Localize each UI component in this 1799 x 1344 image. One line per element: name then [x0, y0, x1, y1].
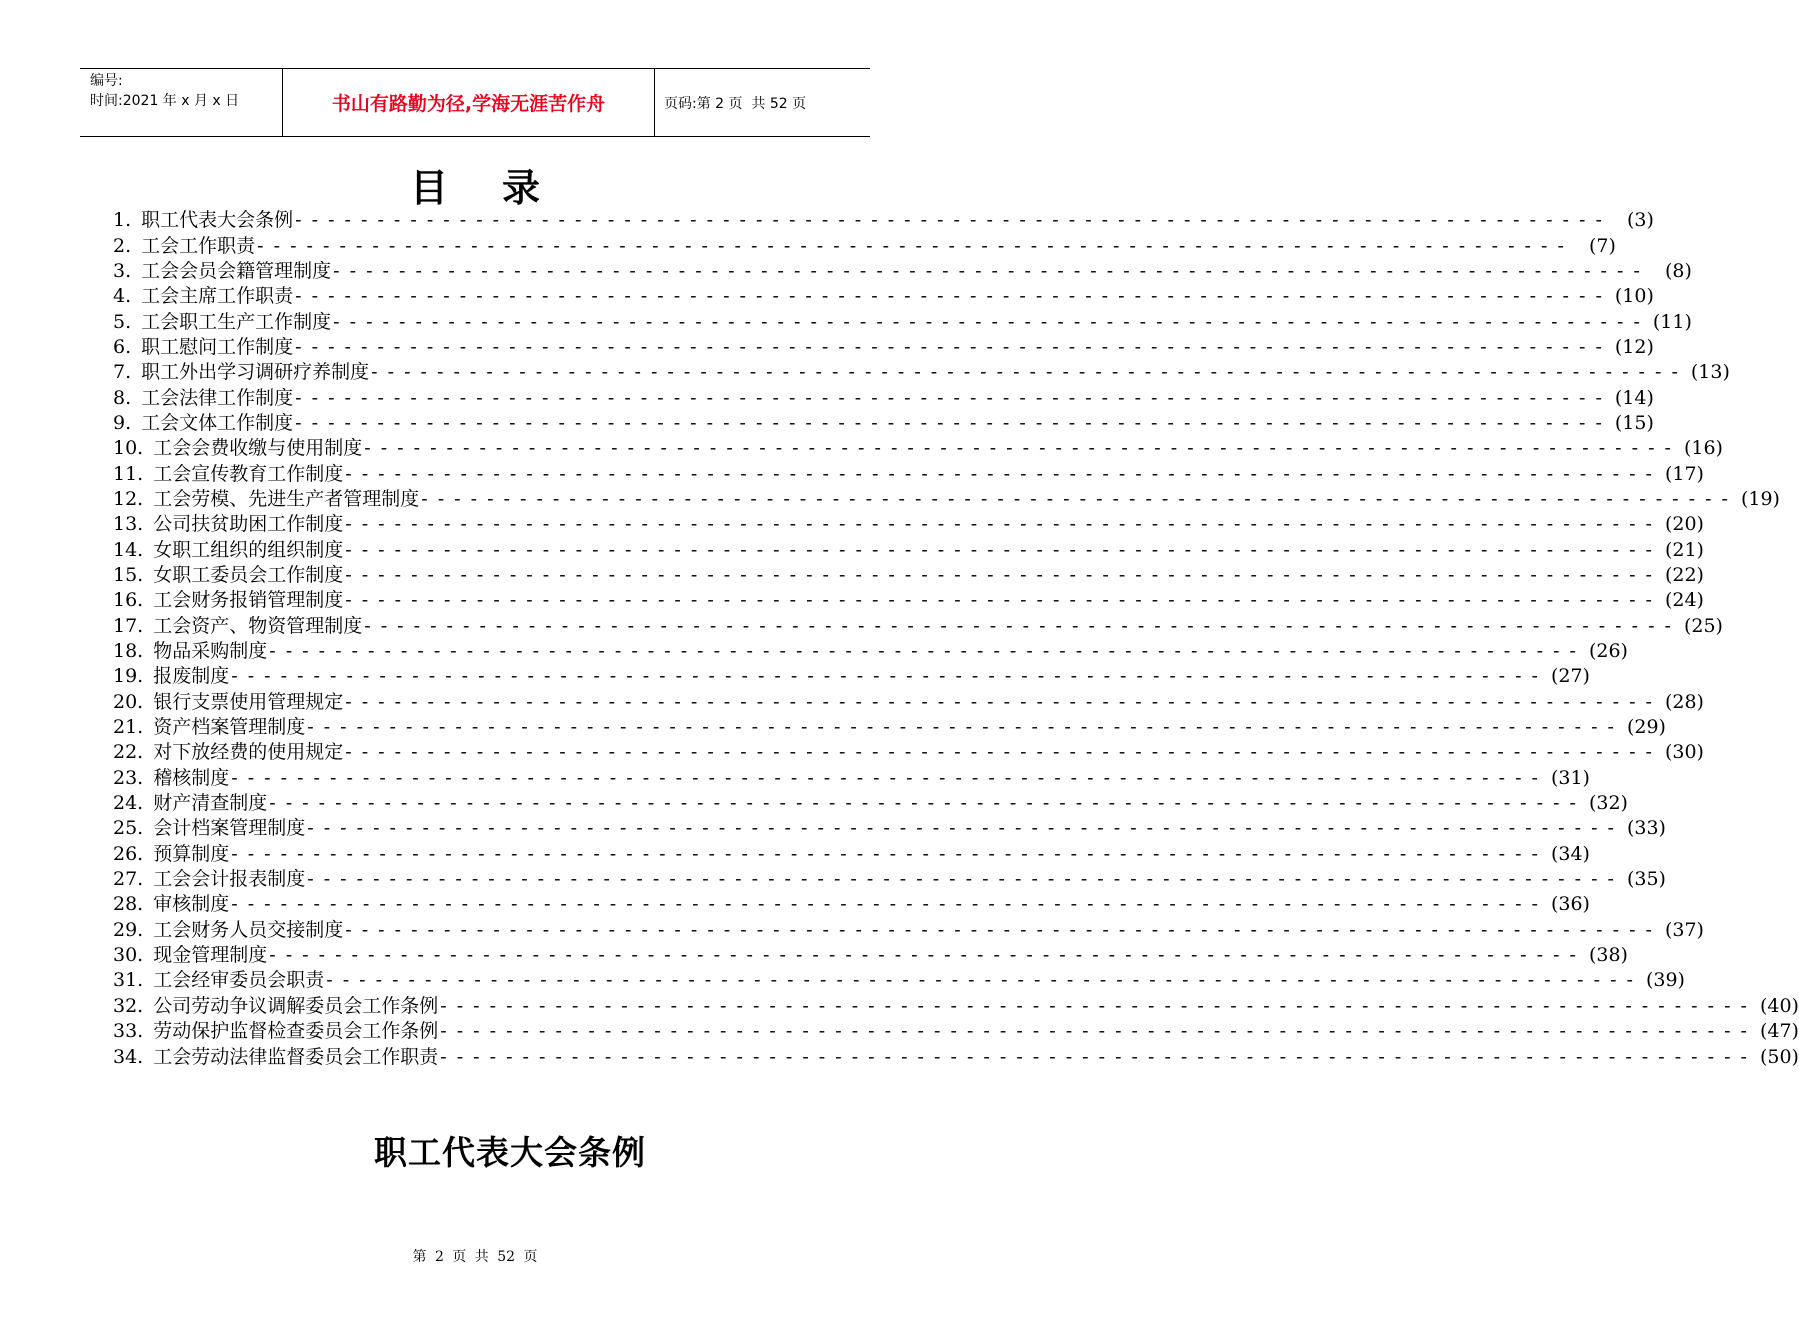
toc-item[interactable] — [113, 1019, 1799, 1044]
toc-item-title: 职工外出学习调研疗养制度 — [141, 361, 370, 384]
toc-item-number: 26. — [113, 842, 144, 865]
toc-item-title: 资产档案管理制度 — [153, 716, 306, 739]
toc-item[interactable] — [113, 639, 1628, 664]
toc-item[interactable] — [113, 360, 1730, 385]
toc-dot-leader: - - - - - - - - - - - - - - - - - - - - - - - - - - - - - - - - - - - - - - - - - - - - - - - - - - - - - - - - - - - - - - - - - - - - - - - - - - - - - - - - — [295, 386, 1604, 409]
toc-item[interactable] — [113, 740, 1704, 765]
toc-item-page: (22) — [1664, 563, 1704, 586]
toc-item-title: 审核制度 — [153, 893, 230, 916]
table-of-contents — [113, 208, 1799, 1070]
toc-item-number: 8. — [113, 386, 132, 409]
header-page-info: 页码:第 2 页 共 52 页 — [664, 95, 807, 112]
toc-dot-leader: - - - - - - - - - - - - - - - - - - - - - - - - - - - - - - - - - - - - - - - - - - - - - - - - - - - - - - - - - - - - - - - - - - - - - - - - - - - - - - - - — [257, 234, 1566, 257]
header-meta — [80, 69, 282, 136]
toc-item-title: 工会财务报销管理制度 — [153, 589, 344, 612]
toc-item-title: 职工慰问工作制度 — [141, 335, 294, 358]
toc-item[interactable] — [113, 994, 1799, 1019]
toc-item-number: 34. — [113, 1045, 144, 1068]
toc-item-page: (30) — [1664, 741, 1704, 764]
toc-item-title: 工会文体工作制度 — [141, 411, 294, 434]
toc-item-page: (24) — [1664, 589, 1704, 612]
toc-item[interactable] — [113, 1044, 1799, 1069]
toc-item-number: 17. — [113, 614, 144, 637]
toc-item-page: (36) — [1550, 893, 1590, 916]
toc-item-page: (37) — [1664, 918, 1704, 941]
toc-item-page: (16) — [1683, 437, 1723, 460]
toc-item[interactable] — [113, 259, 1692, 284]
toc-item-title: 工会劳动法律监督委员会工作职责 — [153, 1045, 439, 1068]
toc-item-number: 11. — [113, 462, 144, 485]
toc-dot-leader: - - - - - - - - - - - - - - - - - - - - - - - - - - - - - - - - - - - - - - - - - - - - - - - - - - - - - - - - - - - - - - - - - - - - - - - - - - - - - - - - — [295, 285, 1604, 308]
toc-item-number: 9. — [113, 411, 132, 434]
page-header — [80, 68, 870, 137]
toc-item[interactable] — [113, 690, 1704, 715]
toc-item-title: 预算制度 — [153, 842, 230, 865]
toc-item-title: 工会法律工作制度 — [141, 386, 294, 409]
toc-item-number: 29. — [113, 918, 144, 941]
toc-item-number: 22. — [113, 741, 144, 764]
toc-dot-leader: - - - - - - - - - - - - - - - - - - - - - - - - - - - - - - - - - - - - - - - - - - - - - - - - - - - - - - - - - - - - - - - - - - - - - - - - - - - - - - - - — [440, 1020, 1749, 1043]
toc-item-number: 6. — [113, 335, 132, 358]
toc-item-number: 33. — [113, 1020, 144, 1043]
document-time-label: 时间:2021 年 x 月 x 日 — [90, 93, 240, 109]
toc-item[interactable] — [113, 816, 1666, 841]
toc-dot-leader: - - - - - - - - - - - - - - - - - - - - - - - - - - - - - - - - - - - - - - - - - - - - - - - - - - - - - - - - - - - - - - - - - - - - - - - - - - - - - - - - — [333, 259, 1642, 282]
toc-item-page: (3) — [1626, 209, 1654, 232]
toc-item-page: (10) — [1614, 285, 1654, 308]
section-title: 职工代表大会条例 — [374, 1133, 646, 1172]
toc-dot-leader: - - - - - - - - - - - - - - - - - - - - - - - - - - - - - - - - - - - - - - - - - - - - - - - - - - - - - - - - - - - - - - - - - - - - - - - - - - - - - - - - — [345, 690, 1654, 713]
toc-item-title: 稽核制度 — [153, 766, 230, 789]
toc-item-page: (26) — [1588, 640, 1628, 663]
toc-item-number: 14. — [113, 538, 144, 561]
toc-item-number: 7. — [113, 361, 132, 384]
toc-item-number: 27. — [113, 868, 144, 891]
toc-item[interactable] — [113, 842, 1590, 867]
toc-title: 目录 — [409, 166, 594, 210]
toc-dot-leader: - - - - - - - - - - - - - - - - - - - - - - - - - - - - - - - - - - - - - - - - - - - - - - - - - - - - - - - - - - - - - - - - - - - - - - - - - - - - - - - - — [231, 665, 1540, 688]
toc-item-number: 2. — [113, 234, 132, 257]
toc-item-page: (40) — [1759, 994, 1799, 1017]
toc-item-number: 21. — [113, 716, 144, 739]
toc-item-number: 4. — [113, 285, 132, 308]
toc-item-page: (25) — [1683, 614, 1723, 637]
toc-item-title: 工会主席工作职责 — [141, 285, 294, 308]
toc-dot-leader: - - - - - - - - - - - - - - - - - - - - - - - - - - - - - - - - - - - - - - - - - - - - - - - - - - - - - - - - - - - - - - - - - - - - - - - - - - - - - - - - — [295, 209, 1604, 232]
toc-dot-leader: - - - - - - - - - - - - - - - - - - - - - - - - - - - - - - - - - - - - - - - - - - - - - - - - - - - - - - - - - - - - - - - - - - - - - - - - - - - - - - - - — [440, 994, 1749, 1017]
toc-item-page: (27) — [1550, 665, 1590, 688]
toc-item-number: 24. — [113, 792, 144, 815]
toc-item[interactable] — [113, 588, 1704, 613]
toc-dot-leader: - - - - - - - - - - - - - - - - - - - - - - - - - - - - - - - - - - - - - - - - - - - - - - - - - - - - - - - - - - - - - - - - - - - - - - - - - - - - - - - - — [345, 589, 1654, 612]
toc-item-title: 工会宣传教育工作制度 — [153, 462, 344, 485]
toc-dot-leader: - - - - - - - - - - - - - - - - - - - - - - - - - - - - - - - - - - - - - - - - - - - - - - - - - - - - - - - - - - - - - - - - - - - - - - - - - - - - - - - - — [421, 487, 1730, 510]
toc-item-number: 20. — [113, 690, 144, 713]
toc-dot-leader: - - - - - - - - - - - - - - - - - - - - - - - - - - - - - - - - - - - - - - - - - - - - - - - - - - - - - - - - - - - - - - - - - - - - - - - - - - - - - - - - — [307, 868, 1616, 891]
toc-item[interactable] — [113, 892, 1590, 917]
toc-item-number: 23. — [113, 766, 144, 789]
toc-item-title: 会计档案管理制度 — [153, 817, 306, 840]
toc-item[interactable] — [113, 918, 1704, 943]
toc-item[interactable] — [113, 461, 1704, 486]
toc-item-title: 工会经审委员会职责 — [153, 969, 325, 992]
toc-dot-leader: - - - - - - - - - - - - - - - - - - - - - - - - - - - - - - - - - - - - - - - - - - - - - - - - - - - - - - - - - - - - - - - - - - - - - - - - - - - - - - - - — [364, 437, 1673, 460]
toc-dot-leader: - - - - - - - - - - - - - - - - - - - - - - - - - - - - - - - - - - - - - - - - - - - - - - - - - - - - - - - - - - - - - - - - - - - - - - - - - - - - - - - - — [269, 792, 1578, 815]
toc-dot-leader: - - - - - - - - - - - - - - - - - - - - - - - - - - - - - - - - - - - - - - - - - - - - - - - - - - - - - - - - - - - - - - - - - - - - - - - - - - - - - - - - — [345, 563, 1654, 586]
toc-item-title: 工会劳模、先进生产者管理制度 — [153, 487, 420, 510]
toc-item-page: (33) — [1626, 817, 1666, 840]
toc-dot-leader: - - - - - - - - - - - - - - - - - - - - - - - - - - - - - - - - - - - - - - - - - - - - - - - - - - - - - - - - - - - - - - - - - - - - - - - - - - - - - - - - — [345, 538, 1654, 561]
toc-dot-leader: - - - - - - - - - - - - - - - - - - - - - - - - - - - - - - - - - - - - - - - - - - - - - - - - - - - - - - - - - - - - - - - - - - - - - - - - - - - - - - - - — [364, 614, 1673, 637]
toc-item[interactable] — [113, 715, 1666, 740]
toc-dot-leader: - - - - - - - - - - - - - - - - - - - - - - - - - - - - - - - - - - - - - - - - - - - - - - - - - - - - - - - - - - - - - - - - - - - - - - - - - - - - - - - - — [345, 741, 1654, 764]
toc-item-page: (28) — [1664, 690, 1704, 713]
toc-item[interactable] — [113, 411, 1654, 436]
toc-item[interactable] — [113, 664, 1590, 689]
toc-dot-leader: - - - - - - - - - - - - - - - - - - - - - - - - - - - - - - - - - - - - - - - - - - - - - - - - - - - - - - - - - - - - - - - - - - - - - - - - - - - - - - - - — [345, 462, 1654, 485]
toc-dot-leader: - - - - - - - - - - - - - - - - - - - - - - - - - - - - - - - - - - - - - - - - - - - - - - - - - - - - - - - - - - - - - - - - - - - - - - - - - - - - - - - - — [269, 944, 1578, 967]
toc-item[interactable] — [113, 385, 1654, 410]
toc-item[interactable] — [113, 563, 1704, 588]
toc-dot-leader: - - - - - - - - - - - - - - - - - - - - - - - - - - - - - - - - - - - - - - - - - - - - - - - - - - - - - - - - - - - - - - - - - - - - - - - - - - - - - - - - — [231, 893, 1540, 916]
toc-item[interactable] — [113, 487, 1780, 512]
toc-item-title: 公司劳动争议调解委员会工作条例 — [153, 994, 439, 1017]
toc-item[interactable] — [113, 233, 1616, 258]
toc-item[interactable] — [113, 436, 1723, 461]
toc-item-number: 12. — [113, 487, 144, 510]
toc-item-page: (31) — [1550, 766, 1590, 789]
toc-item-page: (14) — [1614, 386, 1654, 409]
toc-dot-leader: - - - - - - - - - - - - - - - - - - - - - - - - - - - - - - - - - - - - - - - - - - - - - - - - - - - - - - - - - - - - - - - - - - - - - - - - - - - - - - - - — [295, 411, 1604, 434]
toc-item-number: 10. — [113, 437, 144, 460]
header-motto: 书山有路勤为径,学海无涯苦作舟 — [282, 69, 655, 136]
toc-item-page: (32) — [1588, 792, 1628, 815]
toc-item-page: (39) — [1645, 969, 1685, 992]
toc-item-page: (29) — [1626, 716, 1666, 739]
toc-item-title: 工会工作职责 — [141, 234, 256, 257]
toc-item-title: 工会会计报表制度 — [153, 868, 306, 891]
toc-item-title: 工会资产、物资管理制度 — [153, 614, 363, 637]
toc-item-title: 女职工委员会工作制度 — [153, 563, 344, 586]
toc-item-page: (15) — [1614, 411, 1654, 434]
toc-item-number: 5. — [113, 310, 132, 333]
toc-item[interactable] — [113, 208, 1654, 233]
toc-dot-leader: - - - - - - - - - - - - - - - - - - - - - - - - - - - - - - - - - - - - - - - - - - - - - - - - - - - - - - - - - - - - - - - - - - - - - - - - - - - - - - - - — [231, 766, 1540, 789]
toc-item-title: 银行支票使用管理规定 — [153, 690, 344, 713]
toc-item[interactable] — [113, 512, 1704, 537]
toc-item-page: (19) — [1740, 487, 1780, 510]
toc-item-title: 劳动保护监督检查委员会工作条例 — [153, 1020, 439, 1043]
toc-item-title: 工会会员会籍管理制度 — [141, 259, 332, 282]
toc-dot-leader: - - - - - - - - - - - - - - - - - - - - - - - - - - - - - - - - - - - - - - - - - - - - - - - - - - - - - - - - - - - - - - - - - - - - - - - - - - - - - - - - — [326, 969, 1635, 992]
toc-item-page: (38) — [1588, 944, 1628, 967]
toc-item-page: (35) — [1626, 868, 1666, 891]
toc-item-number: 25. — [113, 817, 144, 840]
toc-dot-leader: - - - - - - - - - - - - - - - - - - - - - - - - - - - - - - - - - - - - - - - - - - - - - - - - - - - - - - - - - - - - - - - - - - - - - - - - - - - - - - - - — [333, 310, 1642, 333]
toc-item-page: (17) — [1664, 462, 1704, 485]
toc-dot-leader: - - - - - - - - - - - - - - - - - - - - - - - - - - - - - - - - - - - - - - - - - - - - - - - - - - - - - - - - - - - - - - - - - - - - - - - - - - - - - - - - — [345, 918, 1654, 941]
toc-dot-leader: - - - - - - - - - - - - - - - - - - - - - - - - - - - - - - - - - - - - - - - - - - - - - - - - - - - - - - - - - - - - - - - - - - - - - - - - - - - - - - - - — [440, 1045, 1749, 1068]
toc-dot-leader: - - - - - - - - - - - - - - - - - - - - - - - - - - - - - - - - - - - - - - - - - - - - - - - - - - - - - - - - - - - - - - - - - - - - - - - - - - - - - - - - — [371, 361, 1680, 384]
toc-dot-leader: - - - - - - - - - - - - - - - - - - - - - - - - - - - - - - - - - - - - - - - - - - - - - - - - - - - - - - - - - - - - - - - - - - - - - - - - - - - - - - - - — [231, 842, 1540, 865]
toc-item-number: 16. — [113, 589, 144, 612]
toc-item-title: 报废制度 — [153, 665, 230, 688]
toc-item[interactable] — [113, 968, 1685, 993]
toc-item-title: 工会职工生产工作制度 — [141, 310, 332, 333]
toc-item-number: 15. — [113, 563, 144, 586]
toc-item-page: (11) — [1652, 310, 1692, 333]
toc-item-title: 女职工组织的组织制度 — [153, 538, 344, 561]
toc-item[interactable] — [113, 867, 1666, 892]
toc-item-page: (12) — [1614, 335, 1654, 358]
toc-dot-leader: - - - - - - - - - - - - - - - - - - - - - - - - - - - - - - - - - - - - - - - - - - - - - - - - - - - - - - - - - - - - - - - - - - - - - - - - - - - - - - - - — [345, 513, 1654, 536]
toc-item[interactable] — [113, 284, 1654, 309]
toc-item-number: 3. — [113, 259, 132, 282]
page-footer: 第 2 页 共 52 页 — [412, 1249, 538, 1265]
toc-dot-leader: - - - - - - - - - - - - - - - - - - - - - - - - - - - - - - - - - - - - - - - - - - - - - - - - - - - - - - - - - - - - - - - - - - - - - - - - - - - - - - - - — [269, 640, 1578, 663]
toc-dot-leader: - - - - - - - - - - - - - - - - - - - - - - - - - - - - - - - - - - - - - - - - - - - - - - - - - - - - - - - - - - - - - - - - - - - - - - - - - - - - - - - - — [295, 335, 1604, 358]
toc-item-page: (50) — [1759, 1045, 1799, 1068]
toc-dot-leader: - - - - - - - - - - - - - - - - - - - - - - - - - - - - - - - - - - - - - - - - - - - - - - - - - - - - - - - - - - - - - - - - - - - - - - - - - - - - - - - - — [307, 817, 1616, 840]
toc-item[interactable] — [113, 791, 1628, 816]
toc-item[interactable] — [113, 766, 1590, 791]
toc-item[interactable] — [113, 537, 1704, 562]
toc-item-number: 13. — [113, 513, 144, 536]
toc-item-page: (21) — [1664, 538, 1704, 561]
toc-item-title: 职工代表大会条例 — [141, 209, 294, 232]
toc-item-page: (20) — [1664, 513, 1704, 536]
toc-item[interactable] — [113, 943, 1628, 968]
toc-item-number: 18. — [113, 640, 144, 663]
toc-item-title: 财产清查制度 — [153, 792, 268, 815]
toc-item-title: 物品采购制度 — [153, 640, 268, 663]
toc-item-title: 对下放经费的使用规定 — [153, 741, 344, 764]
toc-item-page: (8) — [1664, 259, 1692, 282]
toc-item[interactable] — [113, 309, 1692, 334]
toc-item-title: 公司扶贫助困工作制度 — [153, 513, 344, 536]
toc-item-number: 1. — [113, 209, 132, 232]
toc-item-number: 31. — [113, 969, 144, 992]
toc-item-number: 19. — [113, 665, 144, 688]
toc-item-page: (7) — [1588, 234, 1616, 257]
toc-item-number: 32. — [113, 994, 144, 1017]
toc-item[interactable] — [113, 614, 1723, 639]
toc-item-page: (47) — [1759, 1020, 1799, 1043]
toc-item-title: 工会财务人员交接制度 — [153, 918, 344, 941]
toc-item-title: 工会会费收缴与使用制度 — [153, 437, 363, 460]
toc-dot-leader: - - - - - - - - - - - - - - - - - - - - - - - - - - - - - - - - - - - - - - - - - - - - - - - - - - - - - - - - - - - - - - - - - - - - - - - - - - - - - - - - — [307, 716, 1616, 739]
toc-item-page: (13) — [1690, 361, 1730, 384]
toc-item-page: (34) — [1550, 842, 1590, 865]
toc-item-number: 28. — [113, 893, 144, 916]
toc-item[interactable] — [113, 335, 1654, 360]
document-number-label: 编号: — [90, 73, 123, 89]
toc-item-number: 30. — [113, 944, 144, 967]
toc-item-title: 现金管理制度 — [153, 944, 268, 967]
